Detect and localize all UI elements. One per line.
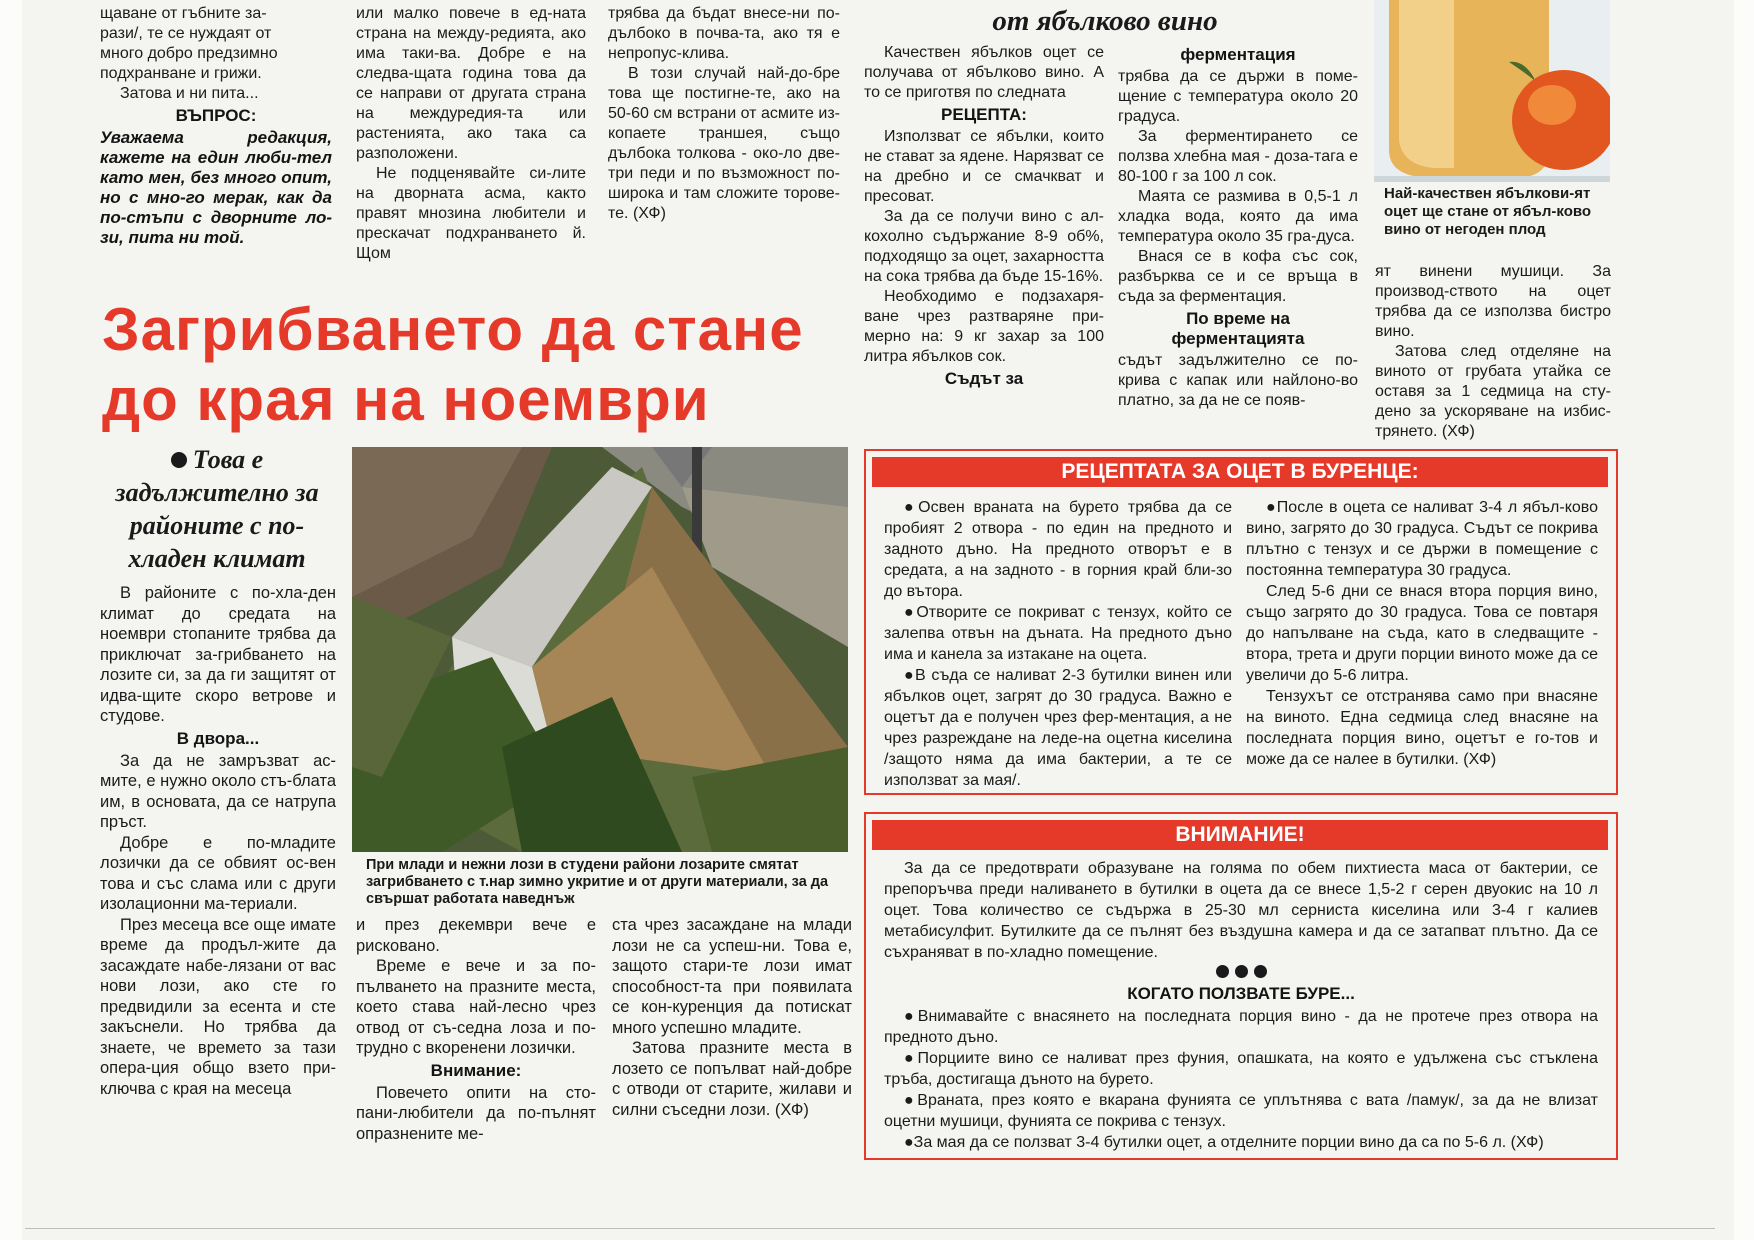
vinegar-headline-line-2: от ябълково вино xyxy=(992,5,1218,37)
column-a-top xyxy=(100,4,332,248)
col-b-para-2: Не подценявайте си-лите на дворната асма, както правят мнозина любители и прескачат подхранването й. Щом xyxy=(356,165,586,262)
warning-bullet-1: ● Внимавайте с внасянето на последната порция вино - да не протече през отвора на предното дъно. xyxy=(884,1006,1598,1048)
barrel-column-2 xyxy=(1246,497,1598,770)
vinegar-column-3 xyxy=(1375,262,1611,442)
barrel-para-1: ● Освен враната на бурето трябва да се пробият 2 отвора - по един на предното и задното дъно. На предното отворът е в средата, а на задното - в горния край бли-зо до вътора. xyxy=(884,497,1232,602)
warning-subhead: КОГАТО ПОЛЗВАТЕ БУРЕ... xyxy=(1127,984,1355,1003)
col-c-para-1: трябва да бъдат внесе-ни по-дълбоко в почва-та, ако тя е непропус-клива. xyxy=(608,5,840,62)
vinegar-para-3: За да се получи вино с ал-кохолно съдържание 8-9 об%, подходящо за оцет, захарността на сока трябва да бъде 15-16%. xyxy=(864,208,1104,285)
warning-body xyxy=(884,858,1598,1153)
article-para-5: и през декември вече е рисковано. xyxy=(356,916,596,955)
col-a-line-2: рази/, те се нуждаят от xyxy=(100,25,272,42)
article-subhead-yard: В двора... xyxy=(176,728,260,748)
apple-photo-caption: Най-качествен ябълкови-ят оцет ще стане от ябъл-ково вино от негоден плод xyxy=(1384,185,1592,238)
article-para-1: В районите с по-хла-ден климат до средата на ноември стопаните трябва да приключат за-грибването на лозите си, за да ги защитят от идва-щите скоро ветрове и студове. xyxy=(100,584,336,725)
vine-photo-illustration xyxy=(352,447,848,852)
barrel-para-5: След 5-6 дни се внася втора порция вино, също загрято до 30 градуса. Това се повтаря до напълване на съда, като в следващите - втора, трета и други порции виното може да се увеличи до 5-6 литра. xyxy=(1246,583,1598,684)
vinegar-para-6: За ферментирането се ползва хлебна мая - доза-тага е 80-100 г за 100 л сок. xyxy=(1118,128,1358,185)
article-para-2: За да не замръзват ас-мите, е нужно около стъ-блата им, в основата, да се натрупа пръст. xyxy=(100,751,336,831)
article-para-9: Затова празните места в лозето се попълват най-добре с отводи от старите, жилави и силни съседни лози. (ХФ) xyxy=(612,1039,852,1119)
headline-line-1: Загрибването да стане xyxy=(102,296,804,363)
warning-title: ВНИМАНИЕ! xyxy=(872,820,1608,850)
article-headline xyxy=(102,295,862,435)
vinegar-para-10: ят винени мушици. За производ-ството на оцет трябва да се използва бистро вино. xyxy=(1375,263,1611,340)
barrel-para-6: Тензухът се отстранява само при внасяне на виното. Една седмица след внасяне на последната порция вино, оцетът е го-тов и може да се налее в бутилки. (ХФ) xyxy=(1246,688,1598,768)
vinegar-column-2 xyxy=(1118,43,1358,411)
warning-para-1: За да се предотврати образуване на голяма по обем пихтиеста маса от бактерии, се препоръчва преди наливането в бутилки в оцета да се внесе 1,5-2 г серен двуокис на 10 л оцет. Това количество се съдържа в 25-30 мл серниста киселина или 3-4 г калиев метабисулфит. Бутилките да се пълнят без въздушна камера и да се затапват плътно. Да се съхраняват в по-хладно помещение. xyxy=(884,860,1598,961)
question-text: Уважаема редакция, кажете на един люби-тел като мен, без много опит, но с мно-го мерак, как да по-стъпи с дворните ло-зи, пита ни той. xyxy=(100,128,332,247)
warning-bullet-2: ● Порциите вино се наливат през фуния, опашката, на която е удължена със стъклена тръба, достигаща дъното на бурето. xyxy=(884,1048,1598,1090)
vinegar-subhead-ferment: ферментация xyxy=(1180,45,1296,64)
col-a-line-3: много добро предзимно xyxy=(100,45,278,62)
headline-line-2: до края на ноември xyxy=(102,366,710,433)
barrel-para-2: ● Отворите се покриват с тензух, който се залепва отвън на дъната. На предното дъно има и канела за изтакане на оцета. xyxy=(884,602,1232,665)
question-label: ВЪПРОС: xyxy=(175,106,257,125)
article-subhead-warning: Внимание: xyxy=(430,1060,522,1080)
vinegar-subhead-during: По време на ферментацията xyxy=(1171,309,1305,348)
vinegar-para-4: Необходимо е подзахаря-ване чрез разтваряне при-мерно на: 9 кг захар за 100 литра ябълков сок. xyxy=(864,288,1104,365)
article-para-6: Време е вече и за по-пълването на празните места, което става най-лесно чрез отвод от съ-седна лоза и по-трудно с вкоренени лозички. xyxy=(356,957,596,1057)
bullet-dot-icon xyxy=(171,452,187,468)
article-para-8: ста чрез засаждане на млади лози не са успеш-ни. Това е, защото стари-те лози имат способност-та при появилата се кон-куренция да потискат много успешно младите. xyxy=(612,916,852,1037)
warning-box xyxy=(864,812,1618,1160)
article-para-3: Добре е по-младите лозички да се обвият ос-вен това и със слама или с други изолационни ма-териали. xyxy=(100,833,336,913)
col-b-para-1: или малко повече в ед-ната страна на между-редията, ако има таки-ва. Добре е на следва-щата година това да се направи от другата страна на междуредия-та или растенията, ако така са разположени. xyxy=(356,5,586,162)
barrel-column-1 xyxy=(884,497,1232,791)
warning-bullet-4: ● За мая да се ползват 3-4 бутилки оцет, а отделните порции вино да са по 5-6 л. (ХФ) xyxy=(884,1132,1598,1153)
barrel-recipe-title: РЕЦЕПТАТА ЗА ОЦЕТ В БУРЕНЦЕ: xyxy=(872,457,1608,487)
article-subtitle xyxy=(92,443,342,575)
vinegar-subhead-recipe: РЕЦЕПТА: xyxy=(941,105,1027,124)
vinegar-para-5: трябва да се държи в поме-щение с температура около 20 градуса. xyxy=(1118,68,1358,125)
article-column-3 xyxy=(612,915,852,1120)
vinegar-headline xyxy=(955,2,1255,38)
separator-dots-icon xyxy=(884,965,1598,982)
vine-photo xyxy=(352,447,848,852)
barrel-para-3: ● В съда се наливат 2-3 бутилки винен или ябълков оцет, загрят до 30 градуса. Важно е оцетът да е получен чрез фер-ментация, а не чрез разреждане на леде-на оцетна киселина /защото няма да има бактерии, а те се използват за мая/. xyxy=(884,665,1232,791)
col-a-closing: Затова и ни пита... xyxy=(120,85,259,102)
barrel-recipe-box xyxy=(864,449,1618,795)
article-para-7: Повечето опити на сто-пани-любители да по-пълнят опразнените ме- xyxy=(356,1083,596,1143)
column-c-top xyxy=(608,4,840,224)
apple-vinegar-photo xyxy=(1374,0,1610,182)
vinegar-para-1: Качествен ябълков оцет се получава от ябълково вино. А то се приготвя по следната xyxy=(864,44,1104,101)
vinegar-para-11: Затова след отделяне на виното от грубата утайка се оставя за 1 седмица на сту-дено за ускоряване на избис-трянето. (ХФ) xyxy=(1375,343,1611,440)
col-c-para-2: В този случай най-до-бре това ще постигне-те, ако на 50-60 см встрани от асмите из-копаете траншея, също дълбока толкова - око-ло две-три педи и по възможност по-широка и там сложите торове-те. (ХФ) xyxy=(608,65,840,222)
subtitle-text: Това е задължително за районите с по-хладен климат xyxy=(115,445,319,573)
apple-vinegar-illustration xyxy=(1374,0,1610,182)
col-a-line-4: подхранване и грижи. xyxy=(100,65,262,82)
article-column-1 xyxy=(100,583,336,1099)
article-para-4: През месеца все още имате време да продъл-жите да засаждате набе-лязани от вас нови лози, ако сте го предвидили за есента и сте закъснели. Но трябва да знаете, че времето за тази опера-ция общо взето при-ключва с края на месеца xyxy=(100,915,336,1098)
article-column-2 xyxy=(356,915,596,1144)
vinegar-subhead-vessel: Съдът за xyxy=(944,369,1024,388)
barrel-para-4: ● После в оцета се наливат 3-4 л ябъл-ково вино, загрято до 30 градуса. Съдът се покрива плътно с тензух и се държи в помещение с постоянна температура 30 градуса. xyxy=(1246,497,1598,581)
vinegar-para-2: Използват се ябълки, които не стават за ядене. Нарязват се на дребно и се смачкват и пресоват. xyxy=(864,128,1104,205)
vinegar-para-8: Внася се в кофа със сок, разбърква се и се връща в съда за ферментация. xyxy=(1118,248,1358,305)
vinegar-column-1 xyxy=(864,43,1104,391)
warning-bullet-3: ● Враната, през която е вкарана фунията се уплътнява с вата /памук/, за да не влизат оцетни мушици, фунията се покрива с тензух. xyxy=(884,1090,1598,1132)
column-b-top xyxy=(356,4,586,264)
col-a-line-1: щаване от гъбните за- xyxy=(100,5,267,22)
vine-photo-caption: При млади и нежни лози в студени райони лозарите смятат загрибването с т.нар зимно укритие и от други материали, за да свършат работата наведнъж xyxy=(366,857,829,907)
vinegar-para-9: съдът задължително се по-крива с капак или найлоно-во платно, за да не се появ- xyxy=(1118,352,1358,409)
vinegar-para-7: Маята се размива в 0,5-1 л хладка вода, която да има температура около 35 гра-дуса. xyxy=(1118,188,1358,245)
